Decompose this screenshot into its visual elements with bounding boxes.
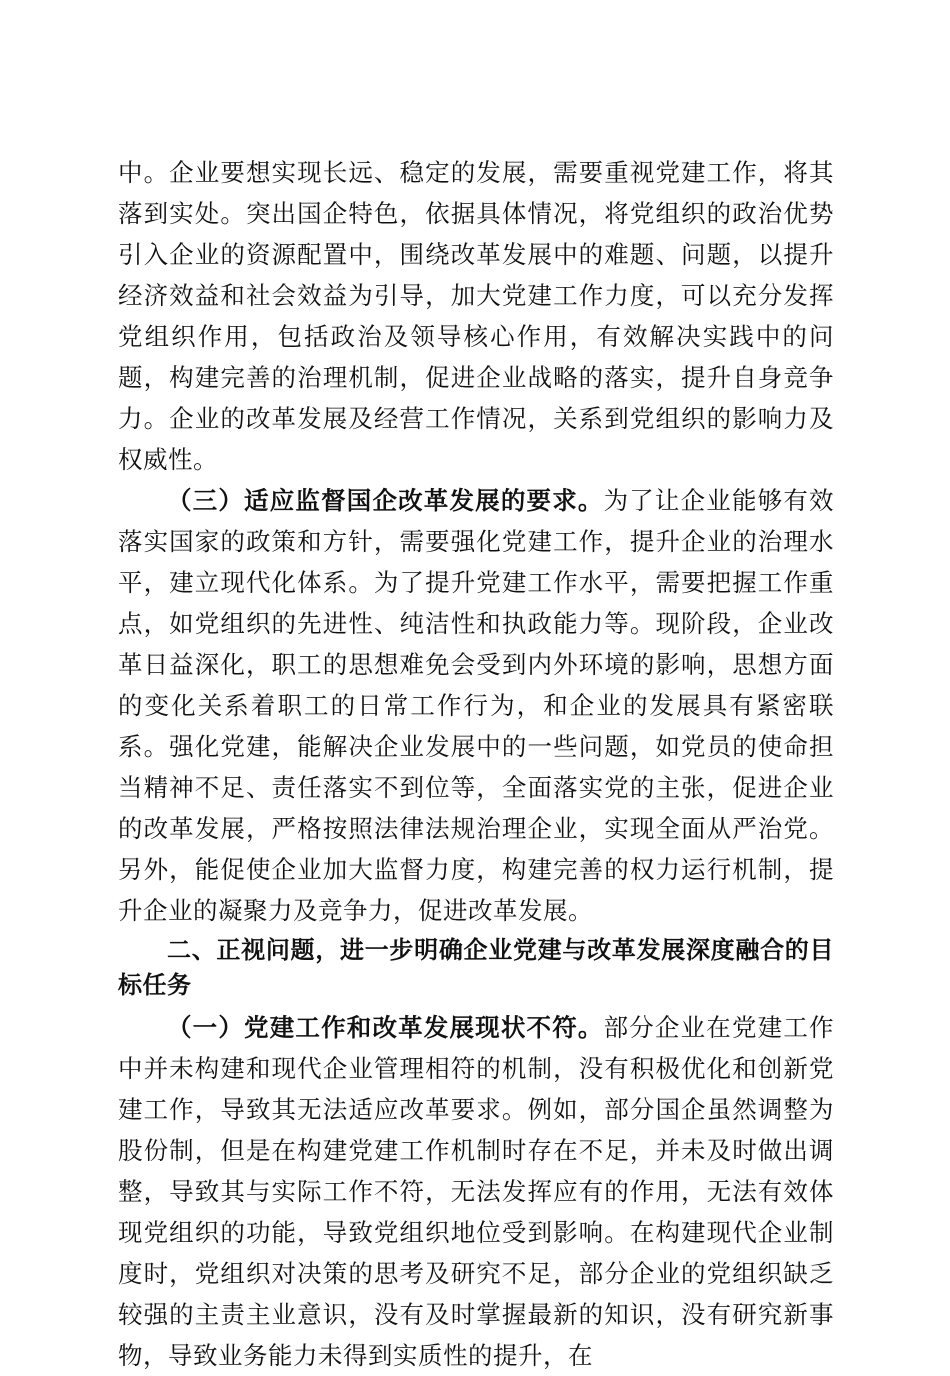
paragraph-text: 为了让企业能够有效落实国家的政策和方针，需要强化党建工作，提升企业的治理水平，建立现代化体系。为了提升党建工作水平，需要把握工作重点，如党组织的先进性、纯洁性和执政能力等。现阶段，企业改革日益深化，职工的思想难免会受到内外环境的影响，思想方面的变化关系着职工的日常工作行为，和企业的发展具有紧密联系。强化党建，能解决企业发展中的一些问题，如党员的使命担当精神不足、责任落实不到位等，全面落实党的主张，促进企业的改革发展，严格按照法律法规治理企业，实现全面从严治党。另外，能促使企业加大监督力度，构建完善的权力运行机制，提升企业的凝聚力及竞争力，促进改革发展。 [118, 486, 835, 925]
section-lead-title: （三）适应监督国企改革发展的要求。 [167, 486, 604, 515]
paragraph-text: 中。企业要想实现长远、稳定的发展，需要重视党建工作，将其落到实处。突出国企特色，依据具体情况，将党组织的政治优势引入企业的资源配置中，围绕改革发展中的难题、问题，以提升经济效益和社会效益为引导，加大党建工作力度，可以充分发挥党组织作用，包括政治及领导核心作用，有效解决实践中的问题，构建完善的治理机制，促进企业战略的落实，提升自身竞争力。企业的改革发展及经营工作情况，关系到党组织的影响力及权威性。 [118, 158, 834, 474]
paragraph-section-3 [118, 480, 834, 931]
section-lead-title: （一）党建工作和改革发展现状不符。 [167, 1013, 604, 1042]
paragraph-continuation [118, 152, 834, 480]
body-text [118, 152, 834, 1376]
paragraph-text: 部分企业在党建工作中并未构建和现代企业管理相符的机制，没有积极优化和创新党建工作，导致其无法适应改革要求。例如，部分国企虽然调整为股份制，但是在构建党建工作机制时存在不足，并未及时做出调整，导致其与实际工作不符，无法发挥应有的作用，无法有效体现党组织的功能，导致党组织地位受到影响。在构建现代企业制度时，党组织对决策的思考及研究不足，部分企业的党组织缺乏较强的主责主业意识，没有及时掌握最新的知识，没有研究新事物，导致业务能力未得到实质性的提升，在 [118, 1013, 835, 1370]
chapter-heading: 二、正视问题，进一步明确企业党建与改革发展深度融合的目标任务 [118, 936, 834, 999]
paragraph-section-1 [118, 1007, 834, 1376]
